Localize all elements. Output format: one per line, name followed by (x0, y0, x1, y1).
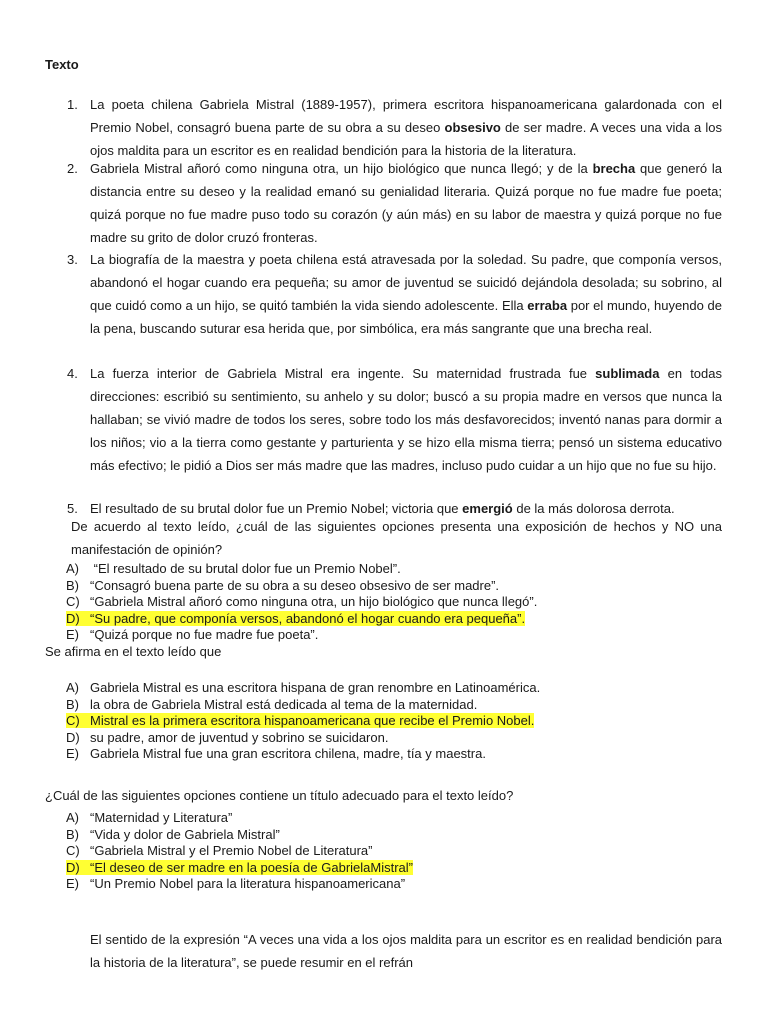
option-b[interactable]: B) “Vida y dolor de Gabriela Mistral” (66, 826, 280, 842)
key-word: brecha (592, 161, 636, 176)
paragraph-4: 4. La fuerza interior de Gabriela Mistral era ingente. Su maternidad frustrada fue sublimada en todas direcciones: escribió su sentimiento, su anhelo y su dolor; buscó a su propia madre en versos que nunca la hallaban; se vivió madre de todos los seres, sobre todo los más desfavorecidos; inventó nanas para dormir a los niños; vio a la tierra como gestante y parturienta y se hizo ella misma tierra; pensó un sistema educativo más efectivo; le pidió a Dios ser más madre que las madres, incluso pudo cuidar a un hijo que no fue su hijo. (90, 362, 722, 477)
question-4-text: El sentido de la expresión “A veces una vida a los ojos maldita para un escritor es en realidad bendición para la historia de la literatura”, se puede resumir en el refrán (90, 932, 722, 970)
paragraph-1: 1. La poeta chilena Gabriela Mistral (1889-1957), primera escritora hispanoamericana galardonada con el Premio Nobel, consagró buena parte de su obra a su deseo obsesivo de ser madre. A veces una vida a los ojos maldita para un escritor es en realidad bendición para la historia de la literatura. (90, 93, 722, 162)
key-word: sublimada (595, 366, 660, 381)
option-e[interactable]: E) Gabriela Mistral fue una gran escritora chilena, madre, tía y maestra. (66, 746, 486, 761)
key-word: obsesivo (444, 120, 501, 135)
paragraph-number: 5. (67, 501, 78, 516)
question-3-text: ¿Cuál de las siguientes opciones contiene un título adecuado para el texto leído? (45, 788, 514, 803)
option-e[interactable]: E) “Un Premio Nobel para la literatura hispanoamericana” (66, 876, 406, 891)
option-c[interactable]: C) “Gabriela Mistral y el Premio Nobel de Literatura” (66, 843, 373, 858)
paragraph-number: 1. (67, 97, 78, 112)
option-b[interactable]: B) “Consagró buena parte de su obra a su deseo obsesivo de ser madre”. (66, 577, 500, 593)
question-1-text: De acuerdo al texto leído, ¿cuál de las siguientes opciones presenta una exposición de hechos y NO una manifestación de opinión? (71, 519, 722, 557)
option-d[interactable]: D) su padre, amor de juventud y sobrino se suicidaron. (66, 729, 389, 745)
paragraph-number: 4. (67, 366, 78, 381)
question-2-options (66, 680, 540, 763)
paragraph-3: 3. La biografía de la maestra y poeta chilena está atravesada por la soledad. Su padre, que componía versos, abandonó el hogar cuando era pequeña; su amor de juventud se suicidó dejándola desolada; su sobrino, al que cuidó como a un hijo, se quitó también la vida siendo adolescente. Ella erraba por el mundo, huyendo de la pena, buscando suturar esa herida que, por simbólica, era más sangrante que una brecha real. (90, 248, 722, 340)
option-d-highlighted[interactable]: D) “El deseo de ser madre en la poesía de GabrielaMistral” (66, 859, 413, 875)
question-3-options (66, 810, 413, 893)
option-e[interactable]: E) “Quizá porque no fue madre fue poeta”. (66, 627, 319, 642)
key-word: erraba (527, 298, 568, 313)
question-2-text: Se afirma en el texto leído que (45, 644, 222, 659)
option-b[interactable]: B) la obra de Gabriela Mistral está dedicada al tema de la maternidad. (66, 696, 478, 712)
option-a[interactable]: A) Gabriela Mistral es una escritora hispana de gran renombre en Latinoamérica. (66, 680, 541, 695)
section-heading: Texto (45, 57, 79, 72)
paragraph-2: 2. Gabriela Mistral añoró como ninguna otra, un hijo biológico que nunca llegó; y de la brecha que generó la distancia entre su deseo y la realidad emanó su genialidad literaria. Quizá porque no fue madre fue poeta; quizá porque no fue madre puso todo su corazón (y aún más) en su labor de maestra y quizá porque no fue madre su grito de dolor cruzó fronteras. (90, 157, 722, 249)
paragraph-5: 5. El resultado de su brutal dolor fue un Premio Nobel; victoria que emergió de la más dolorosa derrota. (67, 501, 675, 516)
option-c-highlighted[interactable]: C) Mistral es la primera escritora hispanoamericana que recibe el Premio Nobel. (66, 713, 535, 728)
option-d-highlighted[interactable]: D) “Su padre, que componía versos, abandonó el hogar cuando era pequeña”. (66, 610, 526, 626)
option-a[interactable]: A) “El resultado de su brutal dolor fue un Premio Nobel”. (66, 561, 401, 576)
question-1-options (66, 561, 537, 644)
paragraph-number: 2. (67, 161, 78, 176)
key-word: emergió (462, 501, 513, 516)
paragraph-number: 3. (67, 252, 78, 267)
option-a[interactable]: A) “Maternidad y Literatura” (66, 810, 233, 825)
option-c[interactable]: C) “Gabriela Mistral añoró como ninguna otra, un hijo biológico que nunca llegó”. (66, 594, 538, 609)
